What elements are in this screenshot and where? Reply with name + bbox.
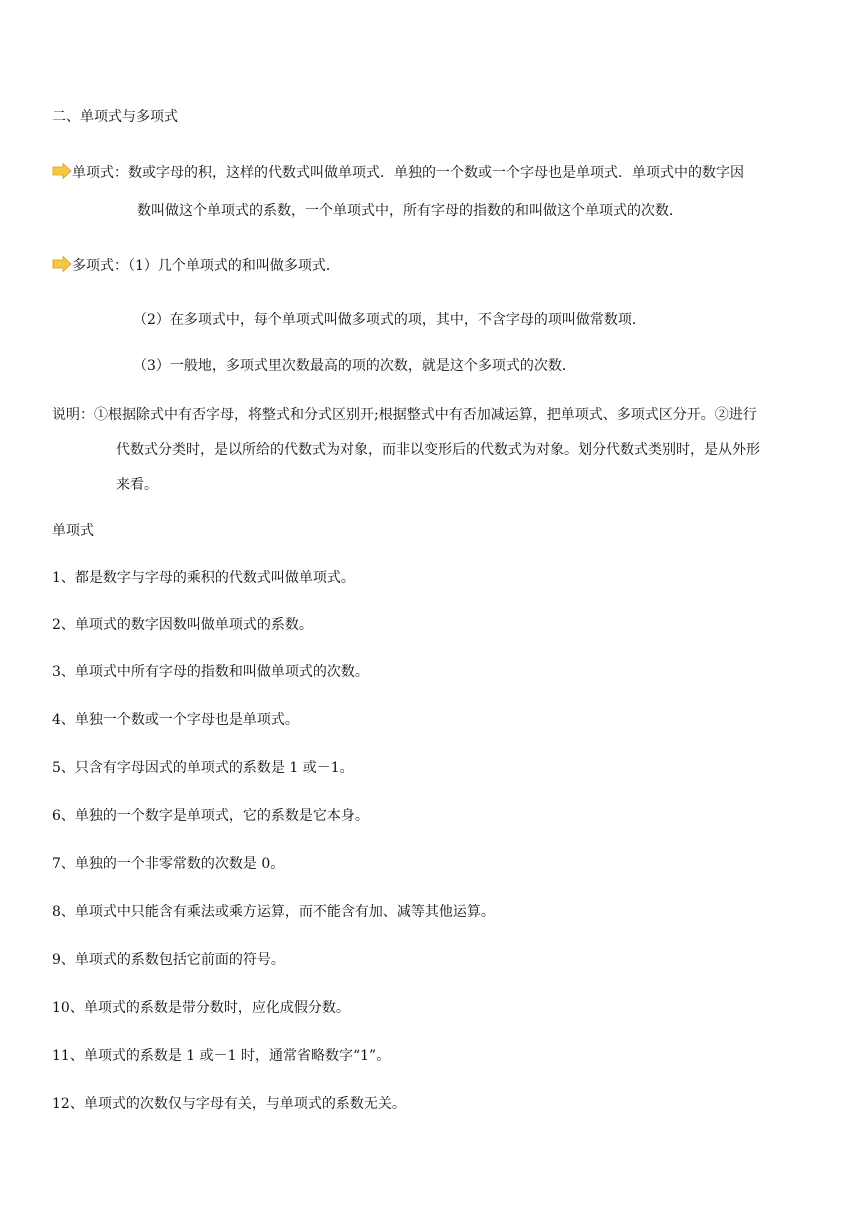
note-line-3: 来看。	[116, 477, 158, 493]
polynomial-item-1: （1）几个单项式的和叫做多项式．	[128, 258, 340, 274]
list-item: 3、单项式中所有字母的指数和叫做单项式的次数。	[52, 664, 369, 680]
list-item: 2、单项式的数字因数叫做单项式的系数。	[52, 617, 313, 633]
polynomial-label: 多项式：	[72, 258, 128, 274]
list-item: 11、单项式的系数是 1 或－1 时，通常省略数字“1”。	[52, 1048, 391, 1064]
list-item: 8、单项式中只能含有乘法或乘方运算，而不能含有加、减等其他运算。	[52, 904, 495, 920]
list-item: 4、单独一个数或一个字母也是单项式。	[52, 712, 299, 728]
polynomial-item-2: （2）在多项式中，每个单项式叫做多项式的项，其中，不含字母的项叫做常数项．	[133, 312, 646, 328]
polynomial-definition	[52, 256, 340, 276]
subheading: 单项式	[52, 523, 94, 539]
list-item: 10、单项式的系数是带分数时，应化成假分数。	[52, 1000, 350, 1016]
arrow-right-icon	[52, 163, 72, 179]
note-line-1: 说明：①根据除式中有否字母，将整式和分式区别开;根据整式中有否加减运算，把单项式、多项式区分开。②进行	[52, 407, 757, 423]
list-item: 1、都是数字与字母的乘积的代数式叫做单项式。	[52, 570, 355, 586]
note-line-2: 代数式分类时，是以所给的代数式为对象，而非以变形后的代数式为对象。划分代数式类别时，是从外形	[116, 442, 760, 458]
list-item: 6、单独的一个数字是单项式，它的系数是它本身。	[52, 808, 369, 824]
arrow-right-icon	[52, 256, 72, 272]
section-title: 二、单项式与多项式	[52, 109, 178, 125]
list-item: 5、只含有字母因式的单项式的系数是 1 或－1。	[52, 760, 354, 776]
polynomial-item-3: （3）一般地，多项式里次数最高的项的次数，就是这个多项式的次数．	[133, 358, 576, 374]
list-item: 7、单独的一个非零常数的次数是 0。	[52, 856, 285, 872]
list-item: 9、单项式的系数包括它前面的符号。	[52, 952, 285, 968]
monomial-label: 单项式：	[72, 165, 128, 181]
monomial-definition	[52, 163, 744, 183]
monomial-text-line2: 数叫做这个单项式的系数，一个单项式中，所有字母的指数的和叫做这个单项式的次数．	[137, 203, 683, 219]
monomial-text-line1: 数或字母的积，这样的代数式叫做单项式．单独的一个数或一个字母也是单项式．单项式中的数字因	[128, 165, 744, 181]
list-item: 12、单项式的次数仅与字母有关，与单项式的系数无关。	[52, 1096, 406, 1112]
